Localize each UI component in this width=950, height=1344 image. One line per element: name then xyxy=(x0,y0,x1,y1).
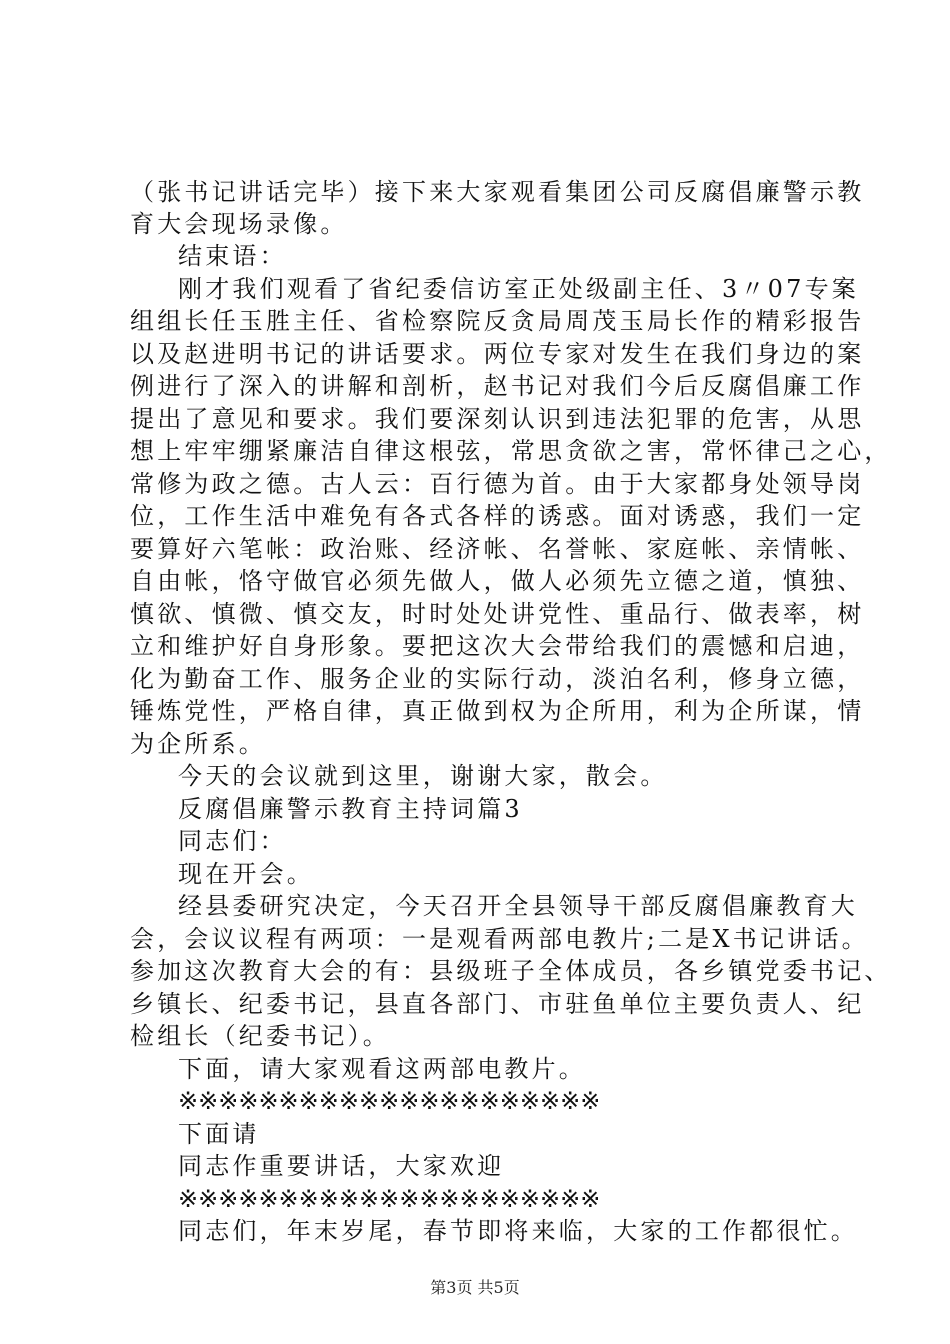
text-line: 慎欲、慎微、慎交友，时时处处讲党性、重品行、做表率，树 xyxy=(130,600,865,628)
text-line: 锤炼党性，严格自律，真正做到权为企所用，利为企所谋，情 xyxy=(130,697,865,725)
text-line: 同志作重要讲话，大家欢迎 xyxy=(178,1152,505,1180)
text-line: 化为勤奋工作、服务企业的实际行动，淡泊名利，修身立德， xyxy=(130,665,865,693)
text-line: 为企所系。 xyxy=(130,730,266,758)
text-line: 会，会议议程有两项：一是观看两部电教片;二是X书记讲话。 xyxy=(130,925,869,953)
text-line: 下面请 xyxy=(178,1120,260,1148)
text-line: 参加这次教育大会的有：县级班子全体成员，各乡镇党委书记、 xyxy=(130,957,892,985)
text-line: 同志们： xyxy=(178,827,287,855)
separator-line: ※※※※※※※※※※※※※※※※※※※※※ xyxy=(178,1185,601,1213)
text-line: 同志们，年末岁尾，春节即将来临，大家的工作都很忙。 xyxy=(178,1217,858,1245)
text-line: 想上牢牢绷紧廉洁自律这根弦，常思贪欲之害，常怀律己之心， xyxy=(130,437,892,465)
page-footer: 第3页 共5页 xyxy=(430,1278,520,1297)
text-line: 下面，请大家观看这两部电教片。 xyxy=(178,1055,586,1083)
text-line: （张书记讲话完毕）接下来大家观看集团公司反腐倡廉警示教 xyxy=(130,178,865,206)
text-line: 反腐倡廉警示教育主持词篇3 xyxy=(178,795,523,823)
text-line: 现在开会。 xyxy=(178,860,314,888)
text-line: 以及赵进明书记的讲话要求。两位专家对发生在我们身边的案 xyxy=(130,340,865,368)
text-line: 要算好六笔帐：政治账、经济帐、名誉帐、家庭帐、亲情帐、 xyxy=(130,535,865,563)
text-line: 结束语： xyxy=(178,242,287,270)
text-line: 刚才我们观看了省纪委信访室正处级副主任、3〃07专案 xyxy=(178,275,860,303)
text-line: 位，工作生活中难免有各式各样的诱惑。面对诱惑，我们一定 xyxy=(130,502,865,530)
separator-line: ※※※※※※※※※※※※※※※※※※※※※ xyxy=(178,1087,601,1115)
text-line: 提出了意见和要求。我们要深刻认识到违法犯罪的危害，从思 xyxy=(130,405,865,433)
text-line: 检组长（纪委书记）。 xyxy=(130,1022,390,1050)
text-line: 今天的会议就到这里，谢谢大家，散会。 xyxy=(178,762,668,790)
text-line: 乡镇长、纪委书记，县直各部门、市驻鱼单位主要负责人、纪 xyxy=(130,990,865,1018)
text-line: 组组长任玉胜主任、省检察院反贪局周茂玉局长作的精彩报告 xyxy=(130,307,865,335)
text-line: 例进行了深入的讲解和剖析，赵书记对我们今后反腐倡廉工作 xyxy=(130,372,865,400)
text-line: 经县委研究决定，今天召开全县领导干部反腐倡廉教育大 xyxy=(178,892,858,920)
text-line: 自由帐，恪守做官必须先做人，做人必须先立德之道，慎独、 xyxy=(130,567,865,595)
text-line: 常修为政之德。古人云：百行德为首。由于大家都身处领导岗 xyxy=(130,470,865,498)
text-line: 育大会现场录像。 xyxy=(130,210,348,238)
text-line: 立和维护好自身形象。要把这次大会带给我们的震憾和启迪， xyxy=(130,632,865,660)
